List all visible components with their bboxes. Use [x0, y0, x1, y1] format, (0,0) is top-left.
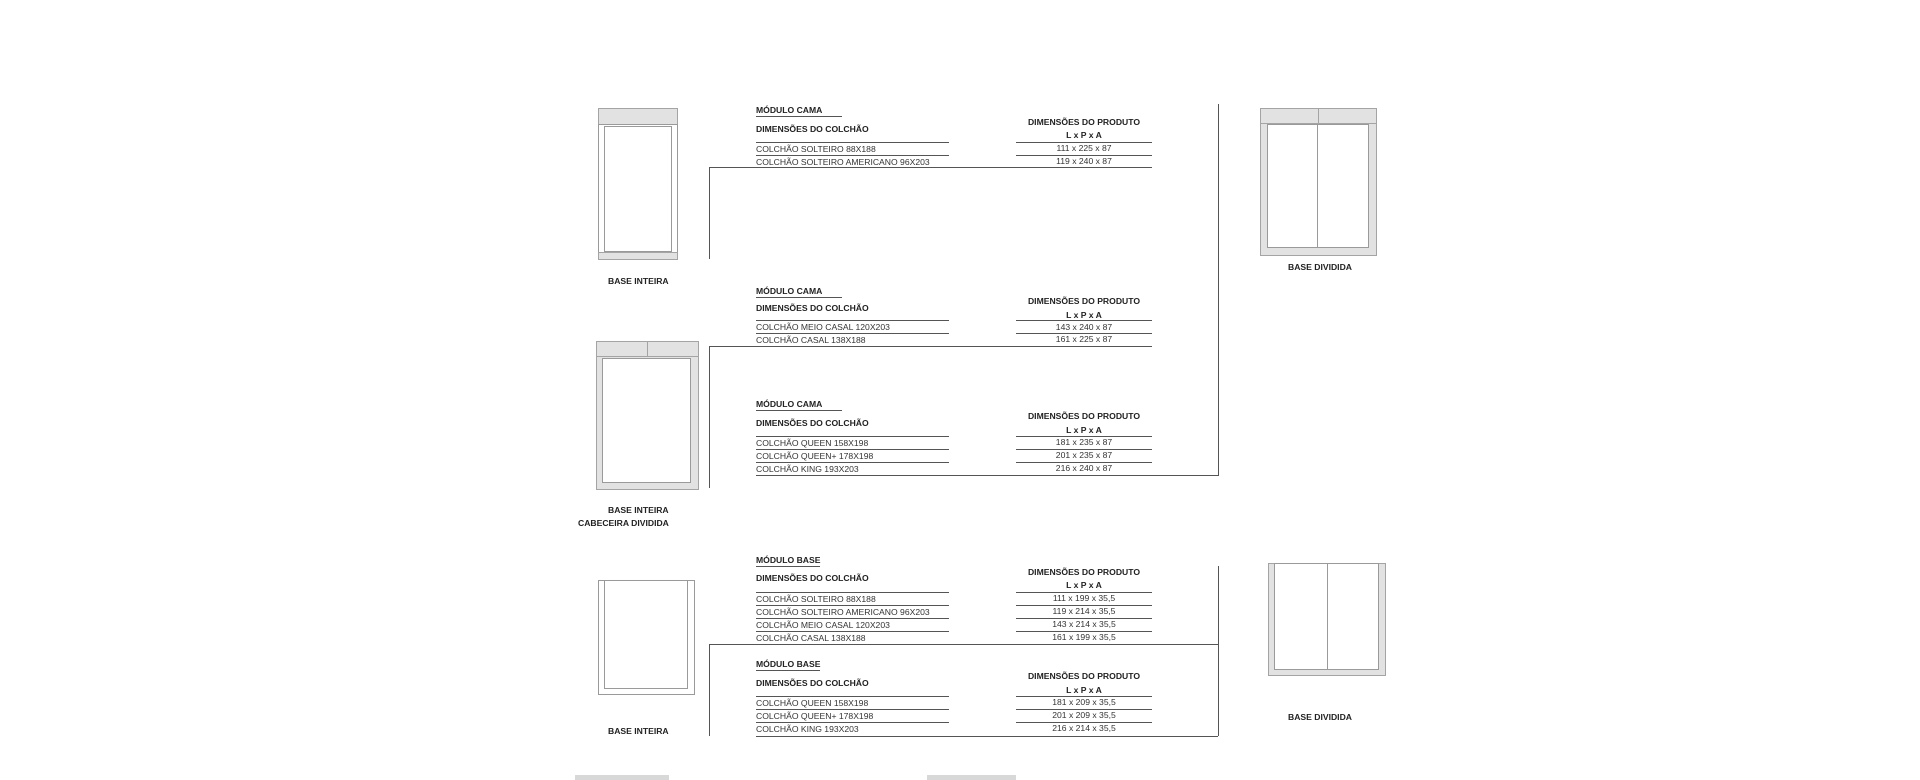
mattress-left: [1274, 563, 1328, 670]
title-underline: [756, 297, 842, 298]
product-header: DIMENSÕES DO PRODUTO: [1027, 117, 1141, 127]
caption-base-dividida-2: BASE DIVIDIDA: [1288, 712, 1352, 722]
module-title: MÓDULO BASE: [756, 555, 821, 565]
mattress-left: [1267, 124, 1318, 248]
dims-cell: 181 x 235 x 87: [1055, 437, 1113, 447]
mattress-cell: COLCHÃO SOLTEIRO AMERICANO 96X203: [756, 157, 930, 167]
mattress-cell: COLCHÃO QUEEN 158X198: [756, 438, 869, 448]
headboard: [598, 108, 678, 125]
mattress-cell: COLCHÃO KING 193X203: [756, 464, 859, 474]
headboard-left: [1260, 108, 1319, 124]
dims-cell: 216 x 240 x 87: [1055, 463, 1113, 473]
headboard-right: [647, 341, 699, 357]
dims-cell: 119 x 214 x 35,5: [1052, 606, 1116, 616]
caption-base-inteira-3: BASE INTEIRA: [608, 726, 669, 736]
bed-drawing-base-dividida-1: [1260, 108, 1377, 256]
mattress-cell: COLCHÃO SOLTEIRO 88X188: [756, 144, 876, 154]
bed-drawing-base-dividida-2: [1268, 563, 1386, 676]
dims-cell: 119 x 240 x 87: [1056, 156, 1112, 166]
bracket-line: [756, 736, 1218, 737]
dims-cell: 181 x 209 x 35,5: [1052, 697, 1116, 707]
dims-cell: 161 x 225 x 87: [1055, 334, 1113, 344]
mattress-right: [1327, 563, 1379, 670]
bracket-vertical-right-bottom: [1218, 566, 1219, 736]
mattress-cell: COLCHÃO SOLTEIRO 88X188: [756, 594, 876, 604]
mattress-cell: COLCHÃO KING 193X203: [756, 724, 859, 734]
dims-cell: 216 x 214 x 35,5: [1052, 723, 1116, 733]
mattress-cell: COLCHÃO MEIO CASAL 120X203: [756, 620, 890, 630]
mattress-area: [602, 358, 691, 483]
module-title: MÓDULO CAMA: [756, 105, 823, 115]
product-header: DIMENSÕES DO PRODUTO: [1027, 671, 1141, 681]
mattress-header: DIMENSÕES DO COLCHÃO: [756, 678, 869, 688]
bracket-line: [709, 346, 1152, 347]
caption-base-inteira-1: BASE INTEIRA: [608, 276, 669, 286]
module-title: MÓDULO CAMA: [756, 399, 823, 409]
mattress-header: DIMENSÕES DO COLCHÃO: [756, 124, 869, 134]
bracket-vertical-right-top: [1218, 104, 1219, 476]
dims-cell: 201 x 235 x 87: [1055, 450, 1113, 460]
mattress-header: DIMENSÕES DO COLCHÃO: [756, 418, 869, 428]
mattress-cell: COLCHÃO MEIO CASAL 120X203: [756, 322, 890, 332]
footboard: [598, 252, 678, 260]
mattress-cell: COLCHÃO CASAL 138X188: [756, 633, 866, 643]
module-title: MÓDULO CAMA: [756, 286, 823, 296]
product-subheader: L x P x A: [1066, 685, 1102, 695]
mattress-area: [604, 126, 672, 252]
dims-cell: 111 x 225 x 87: [1056, 143, 1112, 153]
bracket-left-1: [709, 167, 710, 259]
bracket-line: [756, 475, 1218, 476]
mattress-cell: COLCHÃO QUEEN+ 178X198: [756, 451, 874, 461]
dims-cell: 143 x 240 x 87: [1055, 322, 1113, 332]
title-underline: [756, 410, 842, 411]
dims-cell: 111 x 199 x 35,5: [1052, 593, 1116, 603]
bed-drawing-base-inteira-2: [596, 341, 699, 490]
dims-cell: 161 x 199 x 35,5: [1052, 632, 1116, 642]
cropped-drawing-bottom-center: [927, 775, 1016, 780]
bracket-line: [709, 644, 1219, 645]
product-subheader: L x P x A: [1066, 425, 1102, 435]
mattress-cell: COLCHÃO QUEEN 158X198: [756, 698, 869, 708]
product-header: DIMENSÕES DO PRODUTO: [1027, 296, 1141, 306]
dims-cell: 143 x 214 x 35,5: [1052, 619, 1116, 629]
bed-drawing-base-inteira-1: [598, 108, 678, 260]
module-title: MÓDULO BASE: [756, 659, 821, 669]
title-underline: [756, 670, 820, 671]
caption-base-dividida-1: BASE DIVIDIDA: [1288, 262, 1352, 272]
bracket-left-2: [709, 346, 710, 488]
mattress-right: [1317, 124, 1369, 248]
bracket-left-3: [709, 644, 710, 736]
caption-base-inteira-2: BASE INTEIRA: [608, 505, 669, 515]
product-subheader: L x P x A: [1066, 310, 1102, 320]
cropped-drawing-bottom-left: [575, 775, 669, 780]
dims-cell: 201 x 209 x 35,5: [1052, 710, 1116, 720]
mattress-cell: COLCHÃO SOLTEIRO AMERICANO 96X203: [756, 607, 930, 617]
headboard-right: [1318, 108, 1377, 124]
mattress-header: DIMENSÕES DO COLCHÃO: [756, 573, 869, 583]
caption-cabeceira-dividida: CABECEIRA DIVIDIDA: [578, 518, 669, 528]
mattress-area: [604, 580, 688, 689]
mattress-cell: COLCHÃO QUEEN+ 178X198: [756, 711, 874, 721]
bed-drawing-base-inteira-3: [598, 580, 695, 695]
product-header: DIMENSÕES DO PRODUTO: [1027, 567, 1141, 577]
product-subheader: L x P x A: [1066, 130, 1102, 140]
bracket-line: [709, 167, 1152, 168]
title-underline: [756, 566, 820, 567]
product-subheader: L x P x A: [1066, 580, 1102, 590]
mattress-header: DIMENSÕES DO COLCHÃO: [756, 303, 869, 313]
mattress-cell: COLCHÃO CASAL 138X188: [756, 335, 866, 345]
headboard-left: [596, 341, 648, 357]
product-header: DIMENSÕES DO PRODUTO: [1027, 411, 1141, 421]
title-underline: [756, 116, 842, 117]
